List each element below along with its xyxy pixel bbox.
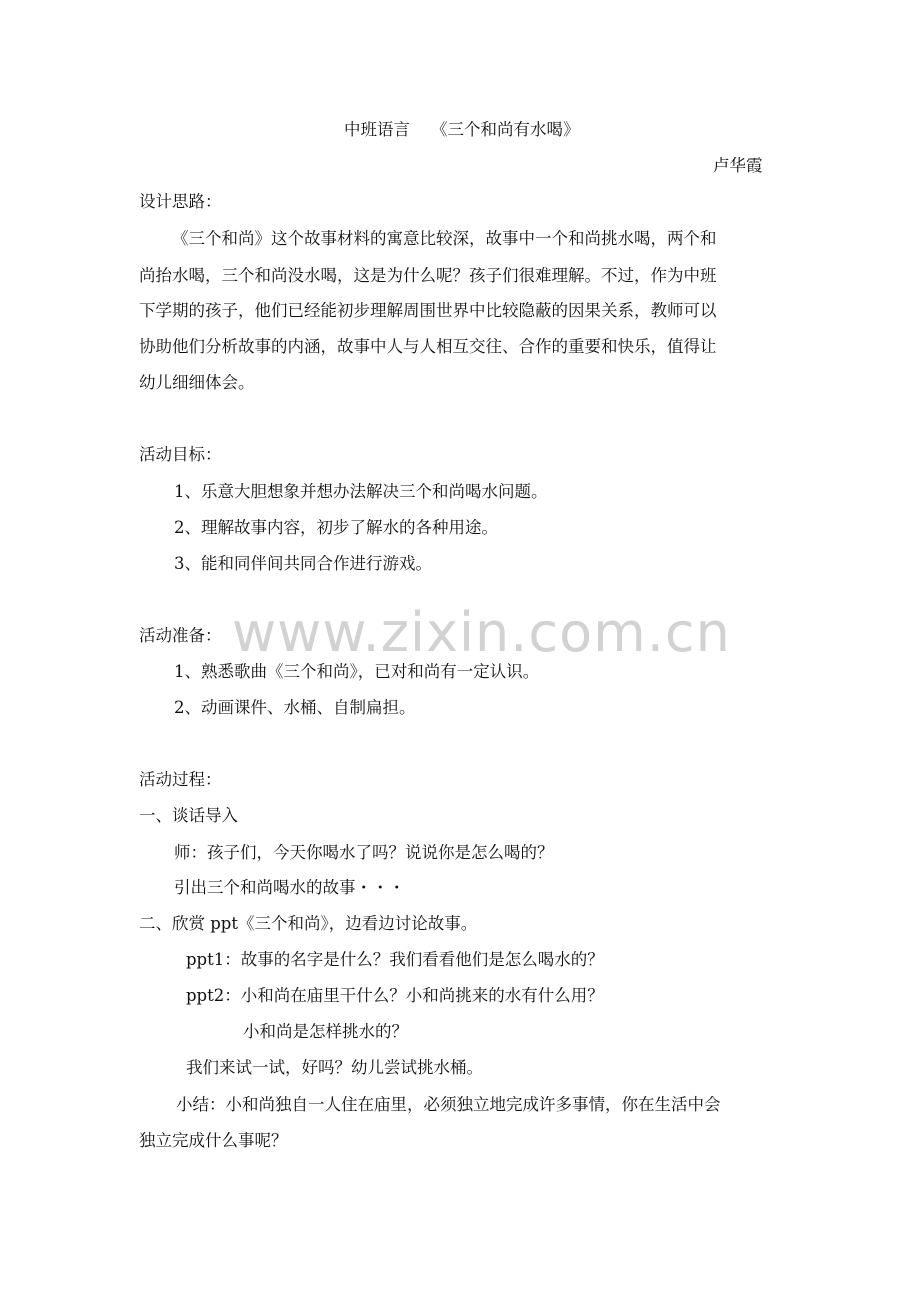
process-heading: 活动过程：: [139, 770, 222, 789]
design-paragraph-line: 下学期的孩子，他们已经能初步理解周围世界中比较隐蔽的因果关系，教师可以: [139, 301, 717, 320]
goals-heading: 活动目标：: [139, 445, 222, 464]
process-line: 引出三个和尚喝水的故事・・・: [174, 878, 405, 897]
process-line: ppt1：故事的名字是什么？我们看看他们是怎么喝水的？: [186, 950, 604, 969]
prep-item: 2、动画课件、水桶、自制扁担。: [174, 698, 416, 717]
goal-item: 3、能和同伴间共同合作进行游戏。: [174, 554, 432, 573]
summary-line: 小结：小和尚独自一人住在庙里，必须独立地完成许多事情，你在生活中会: [176, 1095, 721, 1114]
design-paragraph-line: 《三个和尚》这个故事材料的寓意比较深，故事中一个和尚挑水喝，两个和: [172, 229, 717, 248]
author-name: 卢华霞: [713, 156, 763, 175]
design-paragraph-line: 尚抬水喝，三个和尚没水喝，这是为什么呢？孩子们很难理解。不过，作为中班: [139, 266, 717, 285]
prep-item: 1、熟悉歌曲《三个和尚》，已对和尚有一定认识。: [174, 662, 540, 681]
process-line: 小和尚是怎样挑水的？: [243, 1022, 408, 1041]
goal-item: 1、乐意大胆想象并想办法解决三个和尚喝水问题。: [174, 482, 548, 501]
section-title: 二、欣赏 ppt《三个和尚》，边看边讨论故事。: [139, 914, 478, 933]
design-paragraph-line: 协助他们分析故事的内涵，故事中人与人相互交往、合作的重要和快乐，值得让: [139, 337, 717, 356]
design-paragraph-line: 幼儿细细体会。: [139, 373, 255, 392]
process-line: 师：孩子们，今天你喝水了吗？说说你是怎么喝的？: [174, 843, 554, 862]
section-title: 一、谈话导入: [139, 806, 238, 825]
watermark: www.zixin.com.cn: [232, 601, 731, 664]
summary-line: 独立完成什么事呢？: [139, 1131, 288, 1150]
process-line: ppt2：小和尚在庙里干什么？小和尚挑来的水有什么用？: [186, 986, 604, 1005]
prep-heading: 活动准备：: [139, 626, 222, 645]
goal-item: 2、理解故事内容，初步了解水的各种用途。: [174, 518, 498, 537]
document-title: 中班语言 《三个和尚有水喝》: [344, 120, 580, 139]
design-heading: 设计思路：: [139, 192, 222, 211]
process-line: 我们来试一试，好吗？幼儿尝试挑水桶。: [186, 1058, 483, 1077]
